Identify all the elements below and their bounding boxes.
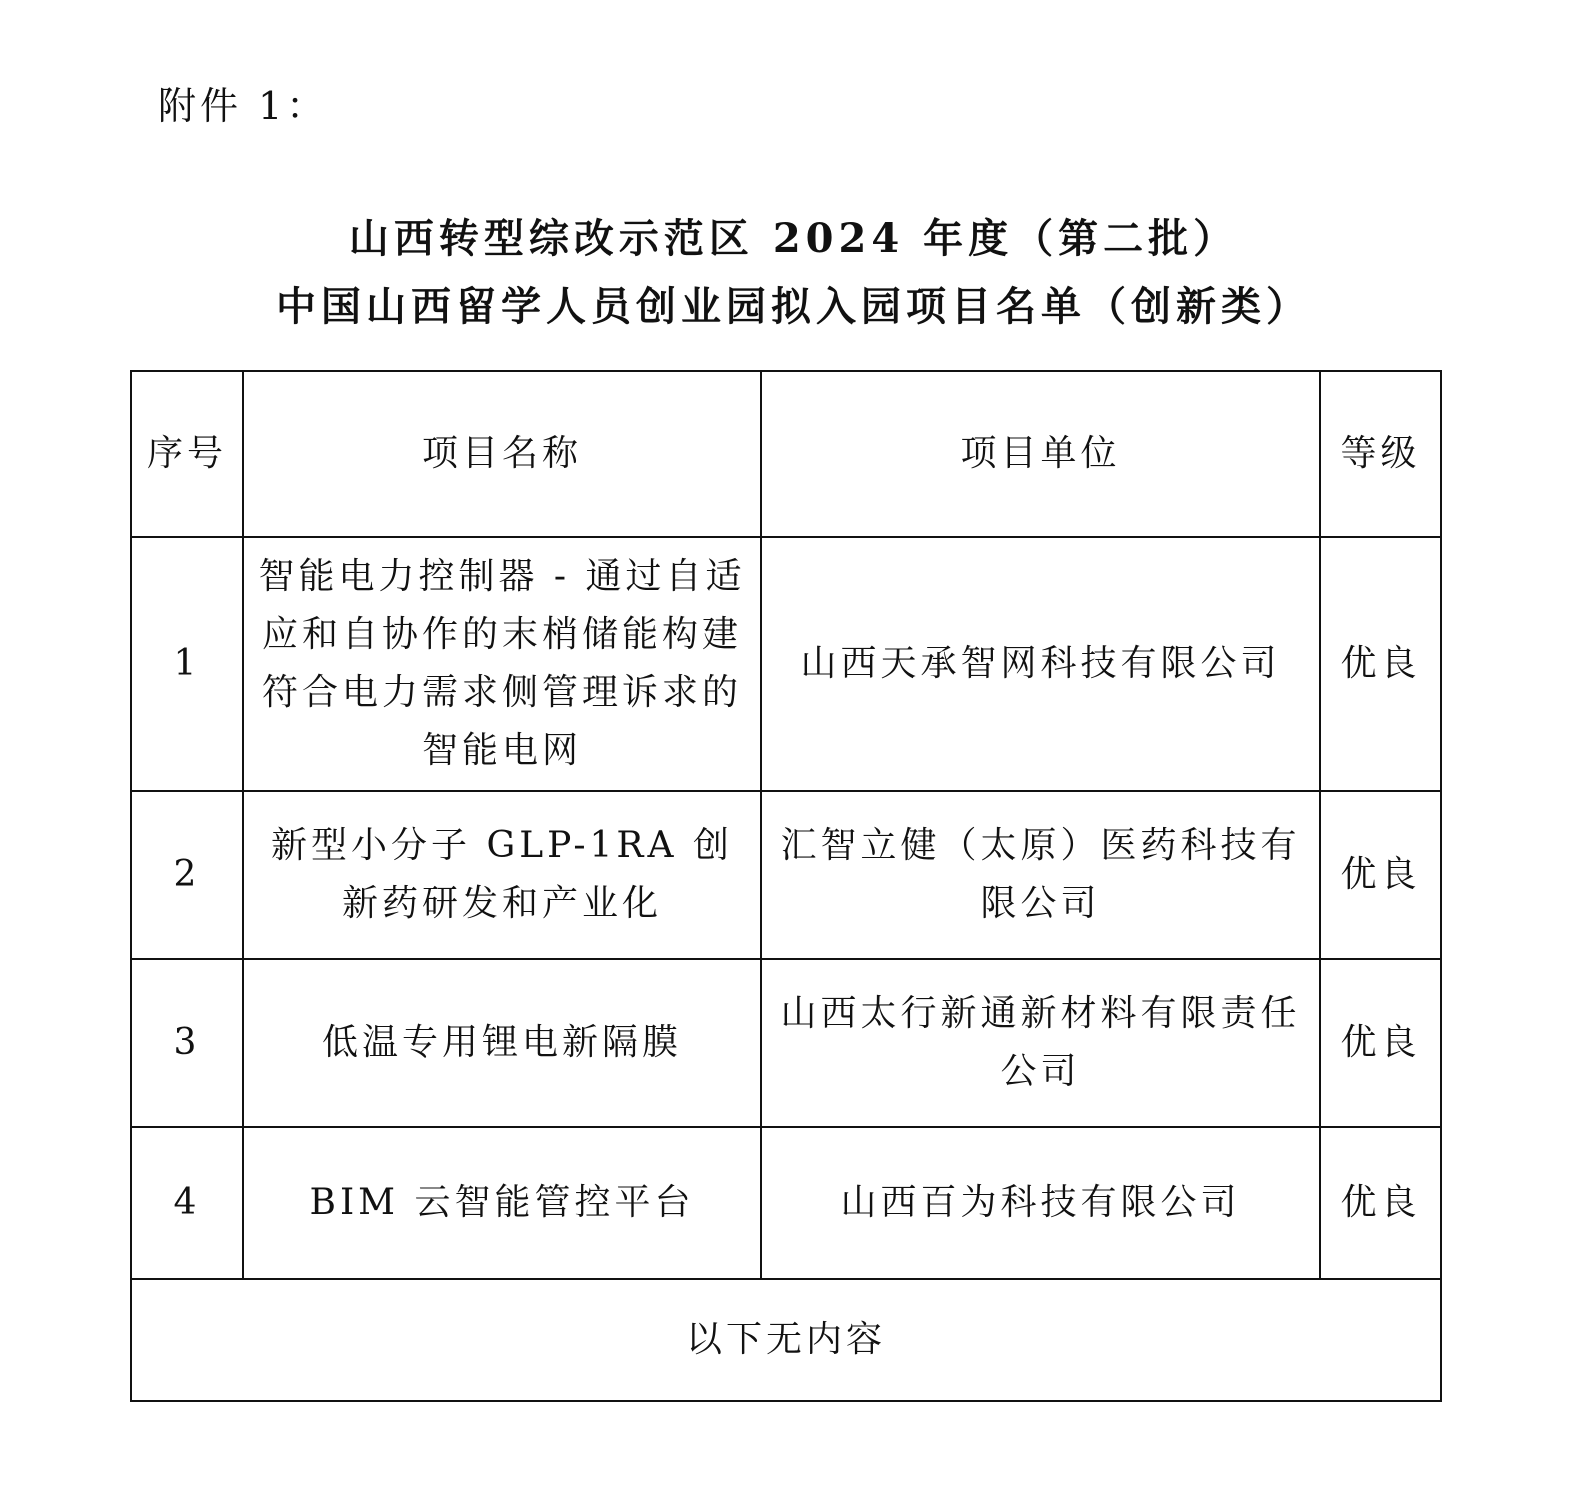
row-project-unit: 汇智立健（太原）医药科技有限公司 xyxy=(761,791,1320,959)
project-list-table xyxy=(130,370,1442,1402)
row-project-unit: 山西天承智网科技有限公司 xyxy=(761,537,1320,791)
row-project-unit: 山西百为科技有限公司 xyxy=(761,1127,1320,1279)
table-footer-row xyxy=(131,1279,1441,1401)
header-project-unit: 项目单位 xyxy=(761,371,1320,537)
row-seq: 4 xyxy=(131,1127,243,1279)
table-row xyxy=(131,1127,1441,1279)
table-row xyxy=(131,791,1441,959)
row-project-unit: 山西太行新通新材料有限责任公司 xyxy=(761,959,1320,1127)
row-project-name: 新型小分子 GLP-1RA 创新药研发和产业化 xyxy=(243,791,761,959)
row-grade: 优良 xyxy=(1320,537,1441,791)
row-grade: 优良 xyxy=(1320,1127,1441,1279)
row-seq: 3 xyxy=(131,959,243,1127)
table-row xyxy=(131,959,1441,1127)
header-project-name: 项目名称 xyxy=(243,371,761,537)
row-grade: 优良 xyxy=(1320,791,1441,959)
row-seq: 2 xyxy=(131,791,243,959)
row-project-name: 智能电力控制器 - 通过自适应和自协作的末梢储能构建符合电力需求侧管理诉求的智能电网 xyxy=(243,537,761,791)
document-title-line-1: 山西转型综改示范区 2024 年度（第二批） xyxy=(348,215,1239,262)
row-seq: 1 xyxy=(131,537,243,791)
row-grade: 优良 xyxy=(1320,959,1441,1127)
no-more-content-note: 以下无内容 xyxy=(131,1279,1441,1401)
row-project-name: 低温专用锂电新隔膜 xyxy=(243,959,761,1127)
attachment-label: 附件 1： xyxy=(158,84,329,128)
header-grade: 等级 xyxy=(1320,371,1441,537)
row-project-name: BIM 云智能管控平台 xyxy=(243,1127,761,1279)
table-header-row xyxy=(131,371,1441,537)
table-row xyxy=(131,537,1441,791)
document-title-line-2: 中国山西留学人员创业园拟入园项目名单（创新类） xyxy=(276,283,1311,330)
header-seq: 序号 xyxy=(131,371,243,537)
